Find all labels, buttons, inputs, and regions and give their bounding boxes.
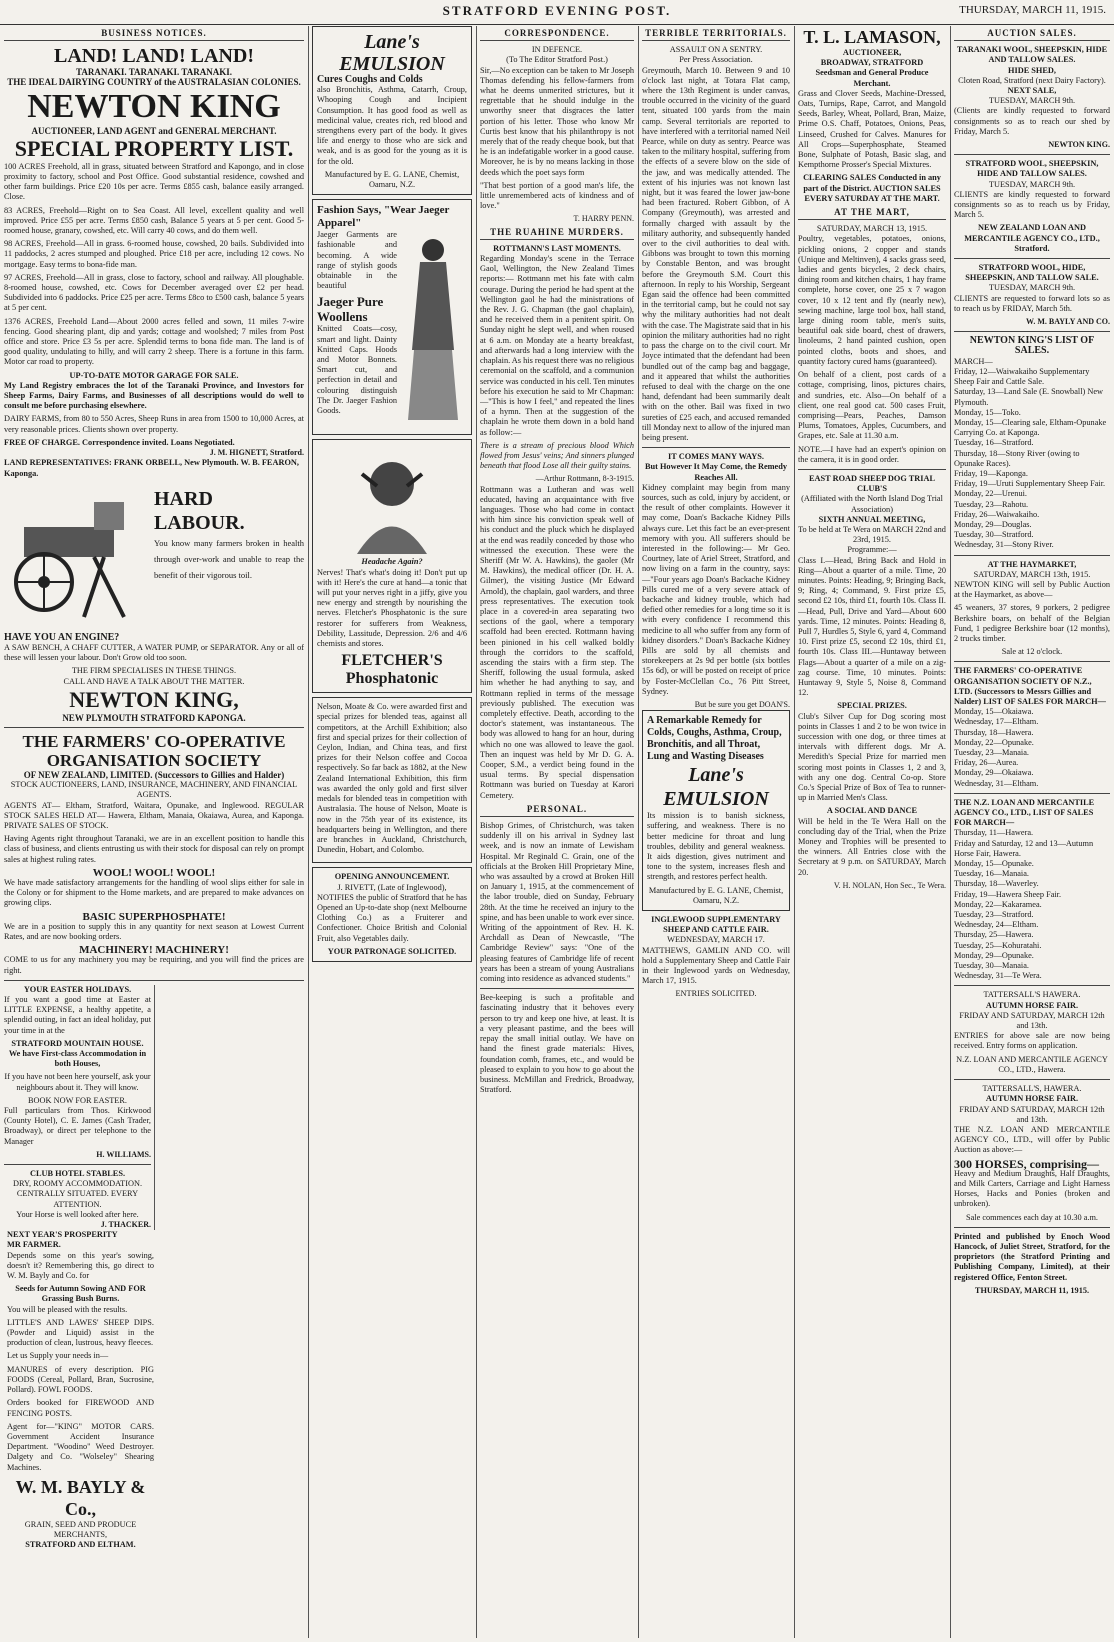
bayly-signature: W. M. BAYLY AND CO.: [1026, 317, 1110, 327]
lanes2-body: Its mission is to banish sickness, suffering, and weakness. There is no better medicine for throat and lung troubles, debility and general weakness. It aids digestion, gives nutriment and tone to the system, increases flesh and strength, and restores perfect health.: [647, 811, 785, 882]
newton-king-towns: NEW PLYMOUTH STRATFORD KAPONGA.: [62, 712, 246, 723]
mart-date: SATURDAY, MARCH 13, 1915.: [816, 224, 928, 234]
taranaki-line: TARANAKI. TARANAKI. TARANAKI.: [76, 67, 232, 78]
fcos-body: Having Agents right throughout Taranaki, we are in an excellent position to handle this class of business, and clients entrusting us with their stock for disposal can rely on prompt sales at highest ruling rates.: [4, 834, 304, 864]
ruahine-body-continued: Rottmann was a Lutheran and was well educated, having an acquaintance with five languages. Those who had come in contact with him since his conviction speak well of his conduct and the pluck which he displayed at the end was readily conceded by those who witnessed the execution. These were the Sheriff (Mr W. A. Hawkins), the gaoler (Mr M. Hawkins), the medical officer (Dr. H. A. Gilmer), the visiting Justice (Mr Edward Arnold), the chaplain, gaol warders, and three press representatives. The execution took place in a covered-in area separating two sections of the gaol, where a temporary scaffold had been erected. Rottmann having been pinioned in his cell walked boldly through the corridors to the scaffold, ascending the stairs with a firm step. The Sheriff, following the usual formula, asked him whether he had anything to say, and Rottmann replied in terms of the message previously published. The execution was completely effective. Death, according to the doctor's statement, was instantaneous. The body was allowed to hang for an hour, during which no one was allowed to leave the gaol. Then an inquest was held by Mr D. G. A. Cooper, S.M., a verdict being found in the usual terms. By special dispensation Rottmann was buried on Tuesday at Karori Cemetery.: [480, 484, 634, 800]
lanes-cures: Cures Coughs and Colds: [317, 74, 423, 85]
fcos-agents: AGENTS AT— Eltham, Stratford, Waitara, Opunake, and Inglewood. REGULAR STOCK SALES HELD AT— Hawera, Eltham, Manaia, Okaiawa, Aurea, and Kaponga. PRIVATE SALES OF STOCK.: [4, 800, 304, 830]
lanes2-maker: Manufactured by E. G. LANE, Chemist, Oamaru, N.Z.: [648, 885, 784, 905]
bayly-ad: [4, 1230, 154, 1550]
nzlm-sale-item: Wednesday, 24—Eltham.: [954, 920, 1039, 930]
book-now: BOOK NOW FOR EASTER.: [28, 1095, 127, 1105]
fco-sale-item: Tuesday, 23—Manaia.: [954, 748, 1029, 757]
tattersall-signature: N.Z. LOAN AND MERCANTILE AGENCY CO., LTD., Hawera.: [956, 1054, 1108, 1074]
land-representatives: LAND REPRESENTATIVES: FRANK ORBELL, New Plymouth. W. B. FEARON, Kaponga.: [4, 458, 299, 478]
taranaki-wool: TARANAKI WOOL, SHEEPSKIN, HIDE AND TALLOW SALES.: [956, 45, 1108, 65]
imprint-date: THURSDAY, MARCH 11, 1915.: [974, 1285, 1090, 1295]
doans-signature: But be sure you get DOAN'S.: [694, 700, 790, 709]
phosphatonic-ad: [312, 439, 472, 693]
stratford-wool-2-body: CLIENTS are requested to forward lots so as to reach us by FRIDAY, March 5th.: [954, 293, 1110, 313]
personal-body: Bishop Grimes, of Christchurch, was taken suddenly ill on his arrival in Sydney last week, and is now an inmate of Lewisham Hospital. Mr Reginald C. Grain, one of the officials at the Broken Hill Proprietary Mine, who was assaulted by a crowd at Broken Hill on January 1, 1915, at the commencement of the labor trouble, died on Sunday, February 28th. At the time he received an injury to the spine, and has been unable to work ever since. Writing of the appointment of Rev. H. K. Archdall as Dean of Newcastle, "The Cambridge Review" says: "One of the pleasing features of Cambridge life of recent years has been a stream of young Australians coming into residence as advanced students.": [480, 821, 634, 984]
inglewood-heading: INGLEWOOD SUPPLEMENTARY SHEEP AND CATTLE FAIR.: [651, 915, 781, 935]
phosphatonic-body: Nerves! That's what's doing it! Don't put up with it! Here's the cure at hand—a tonic that will put your nerves right in a jiffy, give you new energy and strength by nourishing the nerves. Fletcher's Phosphatonic is the sure restorer for sufferers from Weakness, Debility, Lassitude, Depression. 2/6 and 4/6 chemists and stores.: [317, 567, 467, 649]
nzlm-sale-item: Tuesday, 25—Kohuratahi.: [954, 940, 1042, 950]
lanes-body: also Bronchitis, Asthma, Catarrh, Croup, Whooping Cough and Incipient Consumption. It has good food as well as medicinal value, creates rich, red blood and strengthens every part of the body. It gives life and energy to those who are sick and weak, and is as good for the young as it is for the old.: [317, 85, 467, 166]
free-of-charge: FREE OF CHARGE. Correspondence invited. Loans Negotiated.: [4, 437, 235, 447]
personal-heading: PERSONAL.: [480, 804, 634, 817]
horse-looked-after: Your Horse is well looked after here.: [16, 1209, 139, 1219]
nk-sale-item: Monday, 29—Douglas.: [954, 519, 1032, 529]
listing: 97 ACRES, Freehold—All in grass, close to factory, school and railway. All ploughable. 8-roomed house, cowshed, etc. Cows for December averaged over £2 per head. Subdivided into 6 paddocks. Price £25 per acre. Terms £8co to £500 cash, balance 5 years at 5 per cent.: [4, 272, 304, 313]
territorials-heading: TERRIBLE TERRITORIALS.: [642, 28, 790, 41]
column-advertisements: [312, 26, 472, 1638]
correspondence-quote: "That best portion of a good man's life, the little unremembered acts of kindness and of love.": [480, 180, 634, 211]
nk-sale-item: Friday, 19—Kaponga.: [954, 468, 1028, 478]
nk-sale-item: Friday, 26—Waiwakaiho.: [954, 509, 1040, 519]
listing: 83 ACRES, Freehold—Right on to Sea Coast. All level, excellent quality and well improved. Price £55 per acre. Terms £850 cash, Balance 5 years at 5 per cent. Good 5-roomed house, granary, cowshed, etc. Will carry 40 cows, and do them well.: [4, 205, 304, 236]
pleased: You will be pleased with the results.: [7, 1304, 128, 1314]
auction-header: AUCTION SALES.: [954, 28, 1110, 41]
nk-sale-item: Tuesday, 30—Stratford.: [954, 530, 1034, 540]
hignett-signature: J. M. HIGNETT, Stratford.: [209, 448, 304, 458]
special-prizes: SPECIAL PRIZES.: [837, 701, 907, 711]
imprint: Printed and published by Enoch Wood Hancock, of Juliet Street, Stratford, for the proprietors (the Stratford Printing and Publishing Company, Limited), at their registered Office, Fenton Street.: [954, 1231, 1110, 1282]
prosperity-heading: NEXT YEAR'S PROSPERITY: [7, 1230, 118, 1240]
nk-sale-item: Friday, 19—Uruti Supplementary Sheep Fair.: [954, 479, 1106, 489]
jaeger-items: Knitted Coats—cosy, smart and light. Dainty Knitted Caps. Hoods and Motor Bonnets. Smart cut, and perfection in detail and colouring distinguish The Dr. Jaeger Fashion Goods.: [317, 324, 397, 416]
nk-sale-item: Monday, 15—Clearing sale, Eltham-Opunake Carrying Co. at Kaponga.: [954, 417, 1107, 438]
centrally-situated: CENTRALLY SITUATED. EVERY ATTENTION.: [16, 1189, 139, 1209]
correspondence-body: Sir,—No exception can be taken to Mr Joseph Thomas defending his fellow-farmers from what he deems unmerited strictures, but it regrettable that he should indulge in the unworthy sneer that disgraces the latter portion of his letter. Those who know Mr Curtis best know that his philanthropy is not merely that of the ready cheque book, but that he is an indefatigable worker in a good cause. Moreover, he is by no means lacking in those deeds which the poet says form: [480, 65, 634, 177]
next-sale: NEXT SALE,: [1007, 86, 1057, 96]
nz-loan: NEW ZEALAND LOAN AND MERCANTILE AGENCY CO., LTD., Stratford.: [964, 223, 1100, 253]
haymarket-date: SATURDAY, MARCH 13th, 1915.: [973, 569, 1091, 579]
rivett-name: J. RIVETT, (Late of Inglewood),: [337, 882, 447, 892]
lanes-emulsion-ad: [312, 26, 472, 195]
hard-labour-body: You know many farmers broken in health through over-work and unable to reap the benefit of their vigorous toil.: [154, 537, 304, 580]
horses-body: Heavy and Medium Draughts, Half Draughts, and Milk Carters, Carriage and Light Harness Horses, Hacks and Ponies (broken and unbroken).: [954, 1168, 1110, 1209]
section-header: BUSINESS NOTICES.: [4, 28, 304, 41]
mart-note: NOTE.—I have had an expert's opinion on the camera, it is in good order.: [798, 444, 946, 464]
accommodation: We have First-class Accommodation in both Houses,: [8, 1049, 147, 1069]
lanes-brand: Lane's EMULSION: [339, 31, 445, 75]
mountain-house: STRATFORD MOUNTAIN HOUSE.: [11, 1038, 144, 1048]
supply: Let us Supply your needs in—: [7, 1351, 109, 1361]
listing: 100 ACRES Freehold, all in grass, situated between Stratford and Kapongo, and in close proximity to factory, school and Post Office. Good substantial residence, cowshed and other farm buildings. Price £20 10s per acre. Terms £855 cash, balance easily arranged. Close.: [4, 161, 304, 202]
social-heading: A SOCIAL AND DANCE: [826, 806, 918, 816]
dog-trial-date: To be held at Te Wera on MARCH 22nd and 23rd, 1915.: [798, 524, 946, 545]
newton-king-subtitle: AUCTIONEER, LAND AGENT and GENERAL MERCHANT.: [31, 125, 277, 136]
lamason-body: Grass and Clover Seeds, Machine-Dressed, Oats, Turnips, Rape, Carrot, and Mangold Seeds, Barley, Wheat, Pollard, Bran, Maize, Prime O.S. Chaff, Potatoes, Onions, Peas, Linseed, Crushed for Calves. Manures for All Crops—Superphosphate, Steamed Bone, Sulphate of Potash, Basic slag, and Kempthorne Prosser's Special Mixtures.: [798, 88, 946, 170]
masthead: [0, 0, 1114, 25]
fcos-stock: STOCK AUCTIONEERS, LAND, INSURANCE, MACHINERY, AND FINANCIAL AGENTS.: [10, 780, 298, 800]
williams-signature: H. WILLIAMS.: [96, 1149, 151, 1159]
fcos-title: THE FARMERS' CO-OPERATIVE ORGANISATION SOCIETY: [22, 731, 286, 770]
belgian-body: On behalf of a client, post cards of a cottage, comprising, linos, pictures chairs, and sundries, etc. Also—On behalf of a client, one real good cat. 500 cases Fruit, comprising—Pears, Peaches, Damson Plums, Tomatoes, Apples, Cucumbers, and Grapes, etc. Sale at 11.30 a.m.: [798, 370, 946, 441]
nzlm-sale-item: Tuesday, 30—Manaia.: [954, 961, 1029, 971]
nzlm-sale-item: Tuesday, 23—Stratford.: [954, 910, 1034, 920]
lanes-maker: Manufactured by E. G. LANE, Chemist, Oamaru, N.Z.: [324, 169, 460, 190]
engine-body: A SAW BENCH, A CHAFF CUTTER, A WATER PUMP, or SEPARATOR. Any or all of these will lessen your labour. Don't Grow old too soon.: [4, 642, 304, 663]
fco-sale-item: Wednesday, 17—Eltham.: [954, 717, 1039, 727]
column-business-notices: [4, 26, 304, 1638]
hide-shed: HIDE SHED,: [1008, 65, 1056, 75]
programme-label: Programme:—: [847, 545, 897, 555]
engine-heading: HAVE YOU AN ENGINE?: [4, 631, 120, 643]
sixth-annual: SIXTH ANNUAL MEETING,: [818, 514, 926, 524]
hard-labour-heading: HARD LABOUR.: [154, 487, 245, 534]
nk-sale-item: Monday, 22—Urenui.: [954, 489, 1027, 499]
newspaper-title: STRATFORD EVENING POST.: [442, 3, 672, 18]
fco-sale-item: Thursday, 18—Hawera.: [954, 727, 1034, 737]
basic-heading: BASIC SUPERPHOSPHATE!: [82, 910, 226, 923]
rivett-ad: [312, 867, 472, 962]
column-lamason: [798, 26, 946, 1638]
social-body: Will be held in the Te Wera Hall on the concluding day of the Trial, when the Prize Money and Trophies will be presented to the winners. All Entries close with the Secretary at 9 p.m. on SATURDAY, March 20.: [798, 816, 946, 877]
march-label: MARCH—: [954, 356, 993, 366]
stratford-wool-date: TUESDAY, MARCH 9th.: [988, 179, 1076, 189]
opening-announcement: OPENING ANNOUNCEMENT.: [334, 872, 450, 882]
ideal-line: THE IDEAL DAIRYING COUNTRY of the AUSTRALASIAN COLONIES.: [7, 77, 301, 88]
dog-trial-affiliation: (Affiliated with the North Island Dog Trial Association): [801, 494, 943, 514]
nk-sale-item: Monday, 15—Toko.: [954, 407, 1021, 417]
haymarket-body: NEWTON KING will sell by Public Auction at the Haymarket, as above—: [954, 579, 1110, 600]
hard-labour-ad: [4, 483, 304, 633]
not-been: If you have not been here yourself, ask your neighbours about it. They will know.: [4, 1072, 151, 1092]
nzlm-sale-item: Thursday, 25—Hawera.: [954, 930, 1034, 940]
nzlm-sale-item: Monday, 29—Opunake.: [954, 950, 1034, 960]
dips: LITTLE'S AND LAWES' SHEEP DIPS. (Powder and Liquid) assist in the production of clean, lustrous, heavy fleeces.: [7, 1317, 154, 1348]
newton-king-heading: NEWTON KING: [27, 87, 281, 125]
fcos-subtitle: OF NEW ZEALAND, LIMITED. (Successors to Gillies and Halder): [23, 769, 285, 780]
jaeger-brand: Jaeger Pure Woollens: [317, 294, 384, 325]
patronage: YOUR PATRONAGE SOLICITED.: [327, 946, 457, 956]
penn-signature: T. HARRY PENN.: [573, 214, 634, 224]
dog-trial-heading: EAST ROAD SHEEP DOG TRIAL CLUB'S: [808, 473, 936, 494]
rottmann-subheading: ROTTMANN'S LAST MOMENTS.: [493, 243, 621, 253]
land-registry: My Land Registry embraces the lot of the Taranaki Province, and Investors for Sheep Farms, Dairy Farms, and Businesses of all descriptions would do well to consult me before purchasing elsewhere.: [4, 380, 304, 411]
doans-body: Kidney complaint may begin from many sources, such as cold, injury by accident, or the result of other complaints. However it may come, Doan's Backache Kidney Pills always cure. Let this fact be an ever-present memory with you. All sufferers should be interested in the following:— Mr Geo. Courtney, late of Ariel Street, Stratford, and now living on a farm in the country, says:—"Four years ago Doan's Backache Kidney Pills cured me of a very severe attack of backache and kidney trouble, which had defied other remedies for a long time so it is with every confidence I recommend this medicine to all who suffer from any form of kidney disorders." Doan's Backache Kidney Pills are sold by all chemists and storekeepers at 2s 9d per bottle (six bottles 15s 6d), or will be posted on receipt of price by Foster-McClellan Co., 76 Pitt Street, Sydney.: [642, 482, 790, 696]
tattersall-fair: AUTUMN HORSE FAIR.: [985, 1000, 1079, 1010]
nzlm-sale-item: Tuesday, 16—Manaia.: [954, 869, 1029, 879]
tattersall2-date: FRIDAY AND SATURDAY, MARCH 12th and 13th.: [959, 1104, 1105, 1124]
nzlm-sale-item: Friday, 19—Hawera Sheep Fair.: [954, 889, 1062, 899]
property-list-title: SPECIAL PROPERTY LIST.: [14, 135, 294, 161]
nelson-body: Nelson, Moate & Co. were awarded first and special prizes for blended teas, against all competitors, at the Archill Exhibition; also first and special prizes for their collection of Ceylon, Indian, and China teas, and first prizes for their Nelson coffee and Cocoa respectively. So far back as 1882, at the New Zealand International Exhibition, this firm was awarded the only gold and first silver medals for blended teas in competition with Australasia. The house of Nelson, Moate is now in the 75th year of its existence, its headquarters being in Wellington, and there are branches in Auckland, Christchurch, Dunedin, Hobart, and Colombo.: [317, 702, 467, 855]
firm-specialises: THE FIRM SPECIALISES IN THESE THINGS.: [71, 666, 237, 676]
assault-body: Greymouth, March 10. Between 9 and 10 o'clock last night, at Totara Flat camp, where the 13th Regiment is under canvas, trouble occurred in the vicinity of the guard tent, situated 100 yards from the main camp. Several territorials are reported to have interfered with a territorial named Neil Pearce, while on duty as sentry. Pearce was taken to the military hospital, suffering from the effects of a severe blow on the side of the jaw, and was medically attended. The extent of his injuries was not known last night, but it was feared the lower jaw-bone had been fractured. Robert Gibbon, of A Company (Greymouth), was arrested and formally charged with assault by the military authority, and subsequently handed over to the civil authorities to deal with. Gibbons was brought to town this morning by Constable Benton, and was brought before the Greymouth S.M. Court this afternoon. In reply to his Worship, Sergeant Egan said the offence had been committed in the territorial camp, but he could not say why the military authorities had not dealt with the case. The Magistrate said that in his opinion the military authorities had no right to pass the charge on to the civil court. Mr Joyce intimated that the defendant had been bundled out of the camp bag and baggage, and it appeared that whilst the authorities refused to deal with the charge on the one hand, defendant had been summarily dealt with on the other. Bail was fixed in two sureties of £25 each, and accused remanded till Monday next to allow of the injured man being present.: [642, 65, 790, 442]
prosperity-body: Depends some on this year's sowing, doesn't it? Remembering this, go direct to W. M. Bayly and Co. for: [7, 1250, 154, 1281]
nzlm-sale-item: Thursday, 18—Waverley.: [954, 879, 1039, 889]
column-correspondence: [480, 26, 634, 1638]
nk-sale-item: Thursday, 18—Stony River (owing to Opunake Races).: [954, 448, 1080, 468]
dry-accommodation: DRY, ROOMY ACCOMMODATION.: [12, 1179, 143, 1189]
haymarket-items: 45 weaners, 37 stores, 9 porkers, 2 pedigree Berkshire boars, on behalf of the Belgian Fund, 1 pedigree Berkshire boar (12 months), 2 trucks timber.: [954, 603, 1110, 643]
headache-figure-illustration: [317, 444, 467, 554]
inglewood-date: WEDNESDAY, MARCH 17.: [667, 935, 765, 945]
easter-ad: [4, 985, 155, 1230]
stratford-wool: STRATFORD WOOL, SHEEPSKIN, HIDE AND TALLOW SALES.: [965, 159, 1099, 179]
next-date: TUESDAY, MARCH 9th.: [988, 96, 1076, 106]
comes-many-ways: IT COMES MANY WAYS.: [668, 452, 764, 462]
mr-farmer: MR FARMER.: [7, 1240, 61, 1250]
haymarket-heading: AT THE HAYMARKET,: [987, 559, 1077, 569]
nk-sale-item: Tuesday, 23—Rahotu.: [954, 499, 1029, 509]
bayly-subtitle: GRAIN, SEED AND PRODUCE MERCHANTS,: [24, 1519, 137, 1539]
inglewood-body: MATTHEWS, GAMLIN AND CO. will hold a Supplementary Sheep and Cattle Fair in their Inglewood yards on Wednesday, March 17, 1915.: [642, 945, 790, 986]
at-the-mart: AT THE MART,: [798, 207, 946, 220]
issue-date: THURSDAY, MARCH 11, 1915.: [959, 4, 1106, 16]
in-defence: IN DEFENCE.: [531, 45, 583, 55]
special-body: Club's Silver Cup for Dog scoring most points in Classes 1 and 2 to be won twice in succession with one dog, or three times at intervals with different dogs. Mr A. Meredith's Special Prize for married men scoring most points in Classes 1, 2 and 3, with any one dog. Central Co-op. Store Co.'s Special Prize of Box of Tea to runner-up in Married Men's Class.: [798, 711, 946, 803]
manures: MANURES of every description. PIG FOODS (Cereal, Pollard, Bran, Sucrosine, Pollard). FOWL FOODS.: [7, 1364, 154, 1395]
tattersall-heading: TATTERSALL'S HAWERA.: [983, 990, 1081, 1000]
tattersall2-fair: AUTUMN HORSE FAIR.: [985, 1094, 1079, 1104]
agent: Agent for—"KING" MOTOR CARS. Government Accident Insurance Department. "Woodino" Weed Destroyer. Dalgety and Co. "Wolseley" Shearing Machines.: [7, 1421, 154, 1472]
nk-sale-item: Wednesday, 31—Stony River.: [954, 540, 1054, 550]
motor-garage: UP-TO-DATE MOTOR GARAGE FOR SALE.: [69, 370, 239, 380]
land-heading: LAND! LAND! LAND!: [54, 45, 254, 68]
inglewood-entries: ENTRIES SOLICITED.: [675, 989, 757, 999]
club-stables: CLUB HOTEL STABLES.: [29, 1169, 126, 1179]
lanes2-brand: Lane's EMULSION: [663, 764, 769, 811]
comes-subheading: But However It May Come, the Remedy Reaches All.: [644, 462, 787, 482]
headache-caption: Headache Again?: [361, 557, 423, 567]
ruahine-heading: THE RUAHINE MURDERS.: [480, 227, 634, 240]
horses-count: 300 HORSES, comprising—: [954, 1156, 1100, 1171]
listing: 1376 ACRES, Freehold Land—About 2000 acres felled and sown, 11 miles 7-wire fencing. Good shearing plant, dip and yards; cottage and woolshed; 7 miles from Post office and store. Price £3 5s per acre. Splendid terms to bona fide man. The land is of good quality, undulating to hilly, and will carry 2 sheep. There is a fortune in this farm. Motor car road to property.: [4, 316, 304, 367]
nk-list-heading: NEWTON KING'S LIST OF SALES.: [969, 335, 1095, 357]
press-association: Per Press Association.: [679, 55, 753, 65]
nk-sale-item: Friday, 12—Waiwakaiho Supplementary Sheep Fair and Cattle Sale.: [954, 366, 1090, 387]
rivett-body: NOTIFIES the public of Stratford that he has Opened an Up-to-date shop (next Melbourne Clothing Co.) as a Fruiterer and Confectioner. Choice British and Colonial Fruit, also Vegetables daily.: [317, 892, 468, 943]
basic-body: We are in a position to supply this in any quantity for next season at Lowest Current Rates, and are now booking orders.: [4, 921, 304, 941]
chaff-cutter-illustration: [4, 487, 144, 627]
nzlm-sale-item: Monday, 22—Kakaramea.: [954, 899, 1042, 909]
fco-sale-item: Friday, 26—Aurea.: [954, 758, 1019, 768]
dairy-farms: DAIRY FARMS, from 80 to 550 Acres, Sheep Runs in area from 1500 to 10,000 Acres, at very reasonable prices. Clients shown over property.: [4, 414, 304, 434]
nelson-moate-ad: [312, 697, 472, 863]
column-auction-sales: [954, 26, 1110, 1638]
fco-list-heading: THE FARMERS' CO-OPERATIVE ORGANISATION SOCIETY OF N.Z., LTD. (Successors to Messrs Gillies and Nalder) LIST OF SALES FOR MARCH—: [954, 666, 1106, 706]
clearing-sales: CLEARING SALES Conducted in any part of the District. AUCTION SALES EVERY SATURDAY AT THE MART.: [803, 173, 941, 203]
tattersall-date: FRIDAY AND SATURDAY, MARCH 12th and 13th.: [959, 1010, 1105, 1031]
fco-sale-item: Wednesday, 31—Eltham.: [954, 778, 1039, 788]
jaeger-heading: Fashion Says, "Wear Jaeger Apparel": [317, 204, 450, 230]
lamason-name: T. L. LAMASON,: [803, 27, 941, 47]
stratford-wool-2: STRATFORD WOOL, HIDE, SHEEPSKIN, AND TALLOW SALE.: [965, 263, 1099, 283]
hymn: There is a stream of precious blood Which flowed from Jesus' veins; And sinners plunged beneath that flood Lose all their guilty stains.: [480, 440, 634, 471]
particulars: Full particulars from Thos. Kirkwood (County Hotel), C. E. James (Cash Trader, Broadway), or direct per telephone to the Manager: [4, 1106, 151, 1146]
lamason-address: BROADWAY, STRATFORD: [820, 58, 924, 68]
tattersall2-body: THE N.Z. LOAN AND MERCANTILE AGENCY CO., LTD., will offer by Public Auction as above:—: [954, 1124, 1110, 1155]
lanes-emulsion-ad-2: [642, 710, 790, 911]
nzlm-sale-item: Thursday, 11—Hawera.: [954, 828, 1034, 838]
sale-time: Sale commences each day at 10.30 a.m.: [965, 1212, 1098, 1222]
correspondence-to: (To The Editor Stratford Post.): [506, 55, 608, 65]
lamason-trade: Seedsman and General Produce Merchant.: [815, 68, 929, 88]
newton-king-footer: NEWTON KING,: [69, 686, 239, 712]
hide-address: Cloten Road, Stratford (next Dairy Factory).: [958, 75, 1106, 85]
bayly-town: STRATFORD AND ELTHAM.: [25, 1540, 136, 1550]
stratford-wool-2-date: TUESDAY, MARCH 9th.: [988, 283, 1076, 293]
easter-heading: YOUR EASTER HOLIDAYS.: [23, 984, 132, 994]
next-body: (Clients are kindly requested to forward consignments so as to reach our shed by Friday, March 5.: [954, 106, 1110, 136]
fco-sale-item: Monday, 15—Okaiawa.: [954, 707, 1034, 717]
nk-sale-item: Tuesday, 16—Stratford.: [954, 438, 1034, 448]
assault-subheading: ASSAULT ON A SENTRY.: [669, 45, 763, 55]
bee-keeping-notice: Bee-keeping is such a profitable and fascinating industry that it behoves every person to try and keep one hive, at least. It is a very pleasant pastime, and the bees will repay the small initial outlay. We have on hand the finest grade materials: Hives, foundation comb, frames, etc., and would be pleased to explain to you how to go about the business. McMillan and Fredrick, Broadway, Stratford.: [480, 993, 634, 1095]
phosphatonic-brand: FLETCHER'S Phosphatonic: [341, 652, 443, 688]
hymn-signature: —Arthur Rottmann, 8-3-1915.: [535, 474, 634, 484]
column-territorials: [642, 26, 790, 1638]
nzlm-sale-item: Monday, 15—Opunake.: [954, 859, 1034, 869]
jaeger-figure-illustration: [400, 230, 466, 430]
programme-body: Class I.—Head, Bring Back and Hold in Ring—About a quarter of a mile. Time, 20 minutes. Points: Heading, 9; Bringing Back, 9; Ring, 4; Command, 9. First prize £5, second £2 10s, third £1, fourth 10s. Class II.—Head, Pull, Drive and Yard—About 600 yards. Time, 12 minutes. Points: Heading 8, Pull 7, Hurdles 5, Style 6, yard 4, Command 10. First prize £5, second £2 10s, third £1, fourth 10s. Class III.—Huntaway between Flags—About a quarter of a mile on a zig-zag course. Time, 10 minutes. Points: Huntaway 9, Style 5, Noise 8, Command 12.: [798, 555, 946, 698]
seeds: Seeds for Autumn Sowing AND FOR Grassing Bush Burns.: [15, 1284, 146, 1304]
ruahine-body: Regarding Monday's scene in the Terrace Gaol, Wellington, the New Zealand Times reports:— Rottmann met his fate with calm courage. During the period he had spent at the Wellington gaol he had the ministrations of the Rev. J. G. Chapman (the gaol chaplain), and he received them in a penitent spirit. On Sunday night he slept well, and when roused at 6 a.m. on Monday ate a hearty breakfast, and afterwards had a long interview with the chaplain. As his request there was no religious ceremonial on the scaffold, and a communion service was conducted in his cell. Ten minutes before his execution he said to Mr Chapman:—"This is how I feel," and repeated the lines of a hymn. Then at the suggestion of the chaplain he wrote them down in a bold hand as follow:—: [480, 254, 634, 437]
newton-king-signature: NEWTON KING.: [1048, 140, 1110, 150]
wool-body: We have made satisfactory arrangements for the handling of wool slips either for sale in the Colony or for shipment to the Home markets, and are prepared to make advances on growing clips.: [4, 877, 304, 908]
machinery-heading: MACHINERY! MACHINERY!: [79, 944, 229, 957]
thacker-signature: J. THACKER.: [100, 1220, 151, 1230]
nolan-signature: V. H. NOLAN, Hon Sec., Te Wera.: [833, 880, 946, 890]
nk-sale-item: Saturday, 13—Land Sale (E. Snowball) New Plymouth.: [954, 387, 1104, 407]
call-talk: CALL AND HAVE A TALK ABOUT THE MATTER.: [63, 676, 245, 686]
lanes2-heading: A Remarkable Remedy for Colds, Coughs, Asthma, Croup, Bronchitis, and all Throat, Lung and Wasting Diseases: [647, 715, 782, 763]
bayly-name: W. M. BAYLY & Co.,: [15, 1476, 146, 1519]
haymarket-sale-time: Sale at 12 o'clock.: [1001, 647, 1063, 657]
jaeger-body: Jaeger Garments are fashionable and becoming. A wide range of stylish goods obtainable in the beautiful: [317, 230, 397, 291]
lamason-role: AUCTIONEER,: [842, 48, 902, 57]
tattersall2-heading: TATTERSALL'S, HAWERA.: [982, 1084, 1082, 1094]
fco-sale-item: Monday, 22—Opunake.: [954, 737, 1034, 747]
machinery-body: COME to us for any machinery you may be requiring, and you will find the prices are right.: [4, 955, 304, 975]
easter-body: If you want a good time at Easter at LITTLE EXPENSE, a healthy appetite, a splendid outing, in fact an ideal holiday, put your time in at the: [4, 994, 151, 1035]
tattersall-body: ENTRIES for above sale are now being received. Entry forms on application.: [954, 1031, 1110, 1051]
nzlm-list-heading: THE N.Z. LOAN AND MERCANTILE AGENCY CO., LTD., LIST OF SALES FOR MARCH—: [954, 797, 1095, 828]
wool-heading: WOOL! WOOL! WOOL!: [92, 866, 216, 879]
fco-sale-item: Monday, 29—Okaiawa.: [954, 768, 1034, 778]
jaeger-ad: [312, 199, 472, 435]
correspondence-heading: CORRESPONDENCE.: [480, 28, 634, 41]
nzlm-sale-item: Friday and Saturday, 12 and 13—Autumn Horse Fair, Hawera.: [954, 838, 1094, 858]
stratford-wool-body: CLIENTS are kindly requested to forward consignments so as to reach us by Friday, March 5.: [954, 189, 1110, 220]
listing: 98 ACRES, Freehold—All in grass. 6-roomed house, cowshed, 20 bails. Subdivided into 11 paddocks, 2 acres stumped and ploughed. Price £18 per acre, including 12 cows. No mortgage. Easy terms to bona-fide man.: [4, 239, 304, 269]
mart-body: Poultry, vegetables, potatoes, onions, pickling onions, 2 copper and stands (Unique and Meltinven), 4 sacks grass seed, ladies and gents bicycles, 2 deck chairs, dining room and kitchen chairs, 1 hay frame complete, horse cover, one 25 x 7 wagon cover, 10 x 12 tent and fly (nearly new), sewing machine, large tool box, hall stand, large dining room table, men's suits, beautiful oak side board, chest of drawers, linoleums, 2 hand painted cushion, open pointed cloths, boots and shoes, and quantity factory cured hams (guaranteed).: [798, 234, 946, 366]
nzlm-sale-item: Wednesday, 31—Te Wera.: [954, 971, 1042, 981]
orders: Orders booked for FIREWOOD AND FENCING POSTS.: [7, 1398, 154, 1418]
